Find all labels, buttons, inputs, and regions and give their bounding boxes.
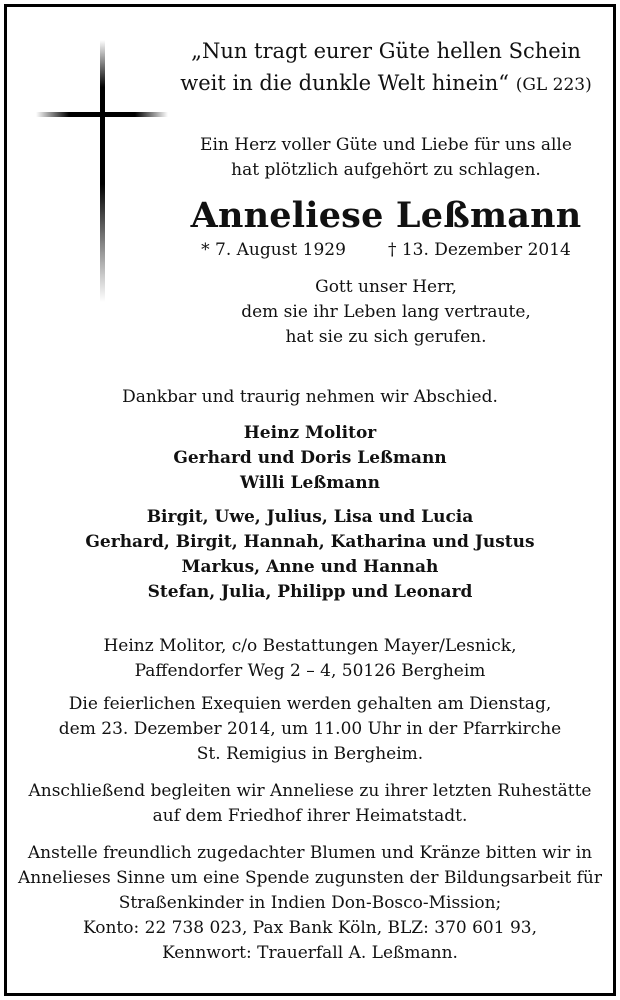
grandchildren-line: Birgit, Uwe, Julius, Lisa und Lucia — [146, 507, 474, 527]
donation-line: Straßenkinder in Indien Don-Bosco-Mission; — [118, 893, 502, 913]
farewell-line: Dankbar und traurig nehmen wir Abschied. — [122, 387, 498, 407]
family-member: Willi Leßmann — [240, 473, 380, 493]
donation-line: Konto: 22 738 023, Pax Bank Köln, BLZ: 370 601 93, — [83, 918, 537, 938]
grandchildren-line: Markus, Anne und Hannah — [181, 557, 439, 577]
address-line: Paffendorfer Weg 2 – 4, 50126 Bergheim — [134, 661, 486, 681]
burial-line: auf dem Friedhof ihrer Heimatstadt. — [152, 806, 468, 826]
family-member: Heinz Molitor — [243, 423, 377, 443]
grandchildren-line: Stefan, Julia, Philipp und Leonard — [147, 582, 473, 602]
life-dates — [176, 240, 596, 260]
quote-reference: (GL 223) — [515, 75, 592, 95]
quote-line-1: „Nun tragt eurer Güte hellen Schein — [191, 39, 581, 63]
verse-line-3: hat sie zu sich gerufen. — [285, 327, 487, 347]
verse-line-1: Gott unser Herr, — [315, 277, 457, 297]
service-line: St. Remigius in Bergheim. — [196, 744, 424, 764]
service-line: dem 23. Dezember 2014, um 11.00 Uhr in der Pfarrkirche — [58, 719, 562, 739]
deceased-name: Anneliese Leßmann — [190, 195, 582, 236]
address-line: Heinz Molitor, c/o Bestattungen Mayer/Lesnick, — [103, 636, 517, 656]
intro-line-2: hat plötzlich aufgehört zu schlagen. — [231, 160, 541, 180]
burial-line: Anschließend begleiten wir Anneliese zu ihrer letzten Ruhestätte — [28, 781, 592, 801]
donation-line: Anstelle freundlich zugedachter Blumen und Kränze bitten wir in — [27, 843, 593, 863]
service-line: Die feierlichen Exequien werden gehalten am Dienstag, — [68, 694, 552, 714]
death-date: † 13. Dezember 2014 — [387, 240, 571, 260]
grandchildren-line: Gerhard, Birgit, Hannah, Katharina und Justus — [85, 532, 535, 552]
donation-line: Kennwort: Trauerfall A. Leßmann. — [162, 943, 458, 963]
donation-line: Annelieses Sinne um eine Spende zugunsten der Bildungsarbeit für — [18, 868, 602, 888]
cross-icon — [36, 40, 168, 302]
family-member: Gerhard und Doris Leßmann — [173, 448, 447, 468]
birth-date: * 7. August 1929 — [201, 240, 346, 260]
intro-line-1: Ein Herz voller Güte und Liebe für uns alle — [200, 135, 572, 155]
quote-line-2: weit in die dunkle Welt hinein“ (GL 223) — [180, 71, 592, 95]
verse-line-2: dem sie ihr Leben lang vertraute, — [241, 302, 531, 322]
